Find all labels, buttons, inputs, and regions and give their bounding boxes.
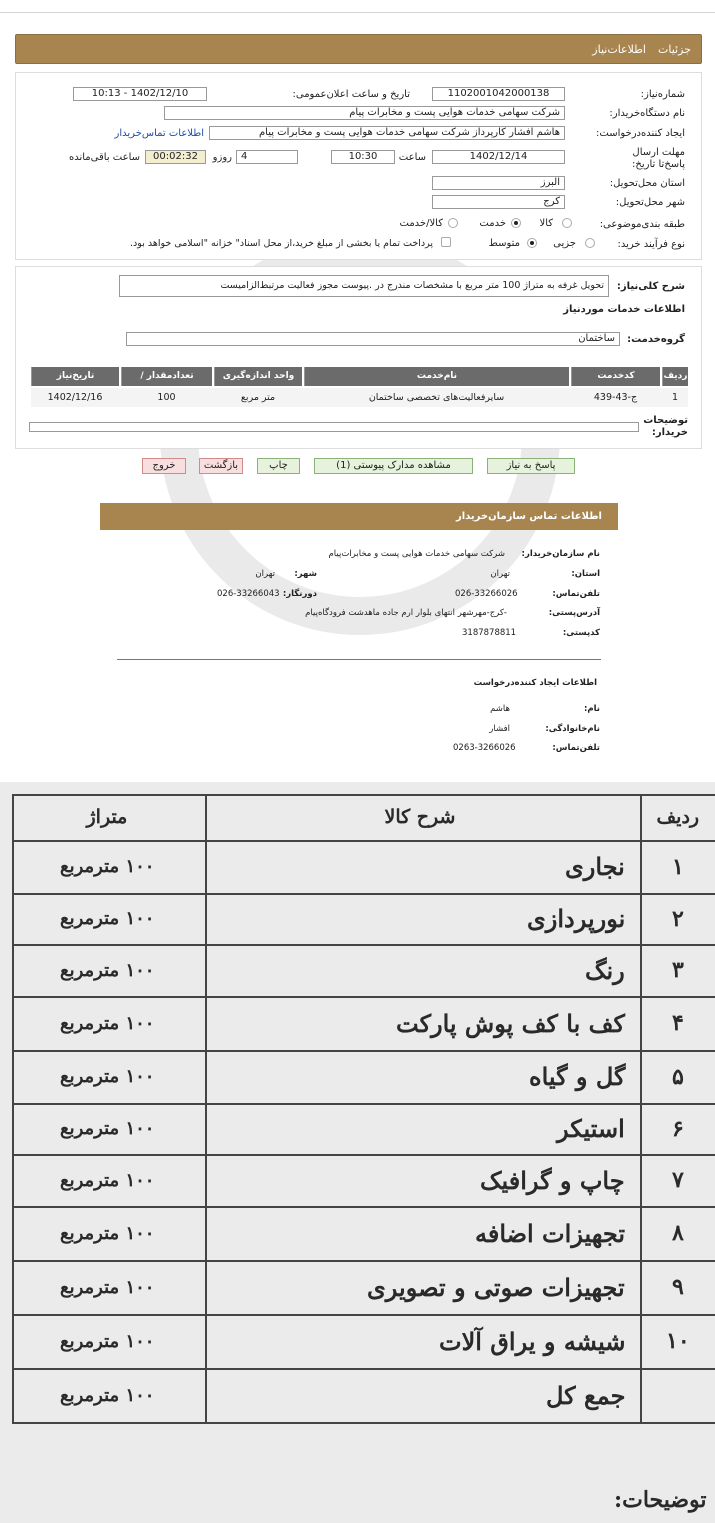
scan-cell-index: ۴ bbox=[672, 1010, 684, 1036]
service-group-label: گروه‌خدمت: bbox=[627, 334, 685, 345]
radio-service-label: خدمت bbox=[479, 218, 506, 229]
requester-name: هاشم bbox=[490, 704, 510, 714]
radio-minor-label: جزیی bbox=[553, 238, 576, 249]
scan-cell-area: ۱۰۰ مترمربع bbox=[60, 1330, 155, 1352]
need-number-field: 1102001042000138 bbox=[432, 87, 565, 101]
province-label-2: استان: bbox=[571, 569, 600, 579]
tab-details[interactable]: جزئیات bbox=[658, 43, 691, 56]
notes-field bbox=[29, 422, 639, 432]
buyer-contact-link[interactable]: اطلاعات تماس‌خریدار bbox=[114, 128, 204, 139]
exit-button[interactable]: خروج bbox=[142, 458, 186, 474]
reply-button[interactable]: پاسخ به نیاز bbox=[487, 458, 575, 474]
cell-unit: متر مربع bbox=[240, 392, 276, 403]
scan-hline bbox=[12, 893, 715, 895]
services-title: اطلاعات خدمات موردنیاز bbox=[563, 304, 685, 315]
scan-cell-desc: تجهیزات اضافه bbox=[475, 1218, 626, 1248]
scan-hline bbox=[12, 996, 715, 998]
th-code: کدخدمت bbox=[571, 367, 660, 386]
page-header bbox=[15, 34, 702, 64]
category-label: طبقه بندی‌موضوعی: bbox=[599, 219, 685, 230]
section-divider bbox=[117, 659, 601, 660]
scan-cell-desc: نورپردازی bbox=[527, 904, 626, 933]
process-label: نوع فرآیند خرید: bbox=[617, 239, 685, 250]
scan-cell-area: ۱۰۰ مترمربع bbox=[60, 856, 155, 877]
radio-goods-service[interactable] bbox=[448, 218, 458, 228]
scan-cell-desc: جمع کل bbox=[546, 1380, 626, 1410]
summary-field: تحویل غرفه به متراژ 100 متر مربع با مشخصات مندرج در .پیوست مجوز فعالیت مرتبط‌الزامیست bbox=[119, 275, 609, 297]
province-field: البرز bbox=[432, 176, 565, 190]
scan-header-desc: شرح کالا bbox=[384, 806, 456, 828]
cell-row: 1 bbox=[671, 392, 679, 403]
requester-phone-label: تلفن‌تماس: bbox=[552, 743, 600, 753]
cell-date: 1402/12/16 bbox=[47, 392, 103, 403]
scan-cell-desc: چاپ و گرافیک bbox=[480, 1165, 625, 1195]
scan-cell-area: ۱۰۰ مترمربع bbox=[60, 1118, 155, 1139]
scanned-attachment bbox=[0, 782, 715, 1523]
scan-hline bbox=[12, 1314, 715, 1316]
scan-cell-area: ۱۰۰ مترمربع bbox=[60, 1012, 155, 1034]
address-value: -کرج-مهرشهر انتهای بلوار ارم جاده ماهدشت فرودگاه‌پیام bbox=[305, 608, 507, 618]
scan-cell-area: ۱۰۰ مترمربع bbox=[60, 1276, 155, 1298]
requester-family-label: نام‌خانوادگی: bbox=[545, 724, 600, 734]
scan-cell-index: ۶ bbox=[672, 1115, 684, 1142]
th-name: نام‌خدمت bbox=[304, 367, 569, 386]
radio-goods[interactable] bbox=[562, 218, 572, 228]
days-field: 4 bbox=[236, 150, 298, 164]
back-button[interactable]: بازگشت bbox=[199, 458, 243, 474]
scan-cell-index: ۵ bbox=[672, 1063, 684, 1090]
fax-label: دورنگار: bbox=[282, 589, 317, 599]
scan-header-row: ردیف bbox=[656, 806, 700, 828]
summary-label: شرح کلی‌نیاز: bbox=[616, 281, 685, 292]
scan-header-area: متراژ bbox=[86, 806, 128, 828]
scan-cell-area: ۱۰۰ مترمربع bbox=[60, 1222, 155, 1244]
scan-hline bbox=[12, 944, 715, 946]
cell-code: ج-43-439 bbox=[593, 392, 638, 403]
scan-cell-index: ۳ bbox=[672, 957, 684, 983]
buyer-org-label: نام دستگاه‌خریدار: bbox=[609, 108, 685, 119]
remaining-label: ساعت باقی‌مانده bbox=[68, 152, 140, 163]
treasury-checkbox[interactable] bbox=[441, 237, 451, 247]
radio-goods-label: کالا bbox=[539, 218, 553, 229]
need-number-label: شماره‌نیاز: bbox=[640, 89, 685, 100]
scan-hline bbox=[12, 1260, 715, 1262]
remaining-time-field: 00:02:32 bbox=[145, 150, 206, 164]
scan-vline bbox=[640, 794, 642, 1422]
scan-cell-index: ۲ bbox=[672, 905, 684, 932]
deadline-time-label: ساعت bbox=[398, 152, 426, 163]
view-attachments-button[interactable]: مشاهده مدارک پیوستی (1) bbox=[314, 458, 473, 474]
scan-cell-index: ۷ bbox=[672, 1167, 684, 1193]
fax-value: 026-33266043 bbox=[217, 589, 280, 599]
scan-hline bbox=[12, 1050, 715, 1052]
creator-field: هاشم افشار کارپرداز شرکت سهامی خدمات هوایی پست و مخابرات پیام bbox=[209, 126, 565, 140]
requester-name-label: نام: bbox=[583, 704, 600, 714]
requester-title: اطلاعات ایجاد کننده‌درخواست bbox=[473, 678, 597, 688]
scan-hline bbox=[12, 1103, 715, 1105]
th-date: تاریخ‌نیاز bbox=[31, 367, 119, 386]
city-field: کرج bbox=[432, 195, 565, 209]
scan-cell-desc: کف با کف پوش پارکت bbox=[396, 1008, 625, 1038]
radio-medium[interactable] bbox=[527, 238, 537, 248]
city-label: شهر محل‌تحویل: bbox=[615, 197, 685, 208]
requester-family: افشار bbox=[489, 724, 510, 734]
scan-cell-area: ۱۰۰ مترمربع bbox=[60, 959, 155, 981]
phone-value: 026-33266026 bbox=[455, 589, 518, 599]
days-label: روزو bbox=[212, 152, 232, 163]
city-label-2: شهر: bbox=[294, 569, 317, 579]
buyer-org-field: شرکت سهامی خدمات هوایی پست و مخابرات پیام bbox=[164, 106, 565, 120]
scan-cell-desc: گل و گیاه bbox=[529, 1062, 626, 1091]
scan-cell-desc: رنگ bbox=[585, 955, 625, 985]
buyer-contact-title: اطلاعات تماس سازمان‌خریدار bbox=[455, 511, 602, 522]
scan-cell-area: ۱۰۰ مترمربع bbox=[60, 1384, 155, 1406]
deadline-label: مهلت ارسال پاسخ‌تا تاریخ: bbox=[632, 147, 685, 170]
service-group-field: ساختمان bbox=[126, 332, 620, 346]
province-label: استان محل‌تحویل: bbox=[609, 178, 685, 189]
postal-value: 3187878811 bbox=[462, 628, 517, 638]
scan-cell-index: ۱ bbox=[672, 853, 684, 880]
cell-qty: 100 bbox=[157, 392, 176, 403]
province-value-2: تهران bbox=[490, 569, 510, 579]
scan-vline bbox=[205, 794, 207, 1422]
buyer-contact-header bbox=[100, 503, 618, 530]
scan-cell-index: ۱۰ bbox=[666, 1328, 690, 1354]
scan-cell-desc: تجهیزات صوتی و تصویری bbox=[367, 1272, 625, 1302]
top-divider bbox=[0, 12, 715, 13]
scan-cell-desc: استیکر bbox=[557, 1114, 625, 1143]
city-value-2: تهران bbox=[255, 569, 275, 579]
scan-cell-area: ۱۰۰ مترمربع bbox=[60, 1066, 155, 1087]
announce-label: تاریخ و ساعت اعلان‌عمومی: bbox=[292, 89, 410, 100]
scan-hline bbox=[12, 794, 715, 796]
notes-label: توضیحات خریدار: bbox=[643, 415, 688, 438]
scan-hline bbox=[12, 1368, 715, 1370]
treasury-note: پرداخت تمام یا بخشی از مبلغ خرید،از محل اسناد" خزانه "اسلامی خواهد بود. bbox=[130, 238, 433, 249]
radio-goods-service-label: کالا/خدمت bbox=[399, 218, 443, 229]
deadline-time-field: 10:30 bbox=[331, 150, 395, 164]
org-label: نام سازمان‌خریدار: bbox=[521, 549, 600, 559]
th-unit: واحد اندازه‌گیری bbox=[214, 367, 302, 386]
scan-footer-notes: توضیحات: bbox=[614, 1487, 707, 1513]
tab-need-info[interactable]: اطلاعات‌نیاز bbox=[592, 43, 646, 56]
print-button[interactable]: چاپ bbox=[257, 458, 300, 474]
scan-vline bbox=[12, 794, 14, 1422]
scan-cell-desc: نجاری bbox=[565, 852, 625, 881]
scan-cell-index: ۸ bbox=[672, 1220, 684, 1246]
th-row: ردیف bbox=[662, 367, 688, 386]
requester-phone: 0263-3266026 bbox=[453, 743, 516, 753]
scan-hline bbox=[12, 1154, 715, 1156]
announce-field: 1402/12/10 - 10:13 bbox=[73, 87, 207, 101]
radio-service[interactable] bbox=[511, 218, 521, 228]
address-label: آدرس‌پستی: bbox=[548, 608, 600, 618]
scan-cell-area: ۱۰۰ مترمربع bbox=[60, 908, 155, 929]
scan-hline bbox=[12, 840, 715, 842]
scan-hline bbox=[12, 1422, 715, 1424]
org-value: شرکت سهامی خدمات هوایی پست و مخابرات‌پیام bbox=[328, 549, 505, 559]
phone-label: تلفن‌تماس: bbox=[552, 589, 600, 599]
scan-cell-area: ۱۰۰ مترمربع bbox=[60, 1169, 155, 1191]
creator-label: ایجاد کننده‌درخواست: bbox=[596, 128, 685, 139]
radio-medium-label: متوسط bbox=[488, 238, 520, 249]
radio-minor[interactable] bbox=[585, 238, 595, 248]
postal-label: کدپستی: bbox=[562, 628, 600, 638]
scan-cell-index: ۹ bbox=[672, 1274, 684, 1300]
deadline-date-field: 1402/12/14 bbox=[432, 150, 565, 164]
scan-cell-desc: شیشه و یراق آلات bbox=[439, 1326, 626, 1356]
th-qty: تعداد‌مقدار / bbox=[121, 367, 212, 386]
scan-hline bbox=[12, 1206, 715, 1208]
cell-name: سایرفعالیت‌های تخصصی ساختمان bbox=[368, 392, 505, 403]
